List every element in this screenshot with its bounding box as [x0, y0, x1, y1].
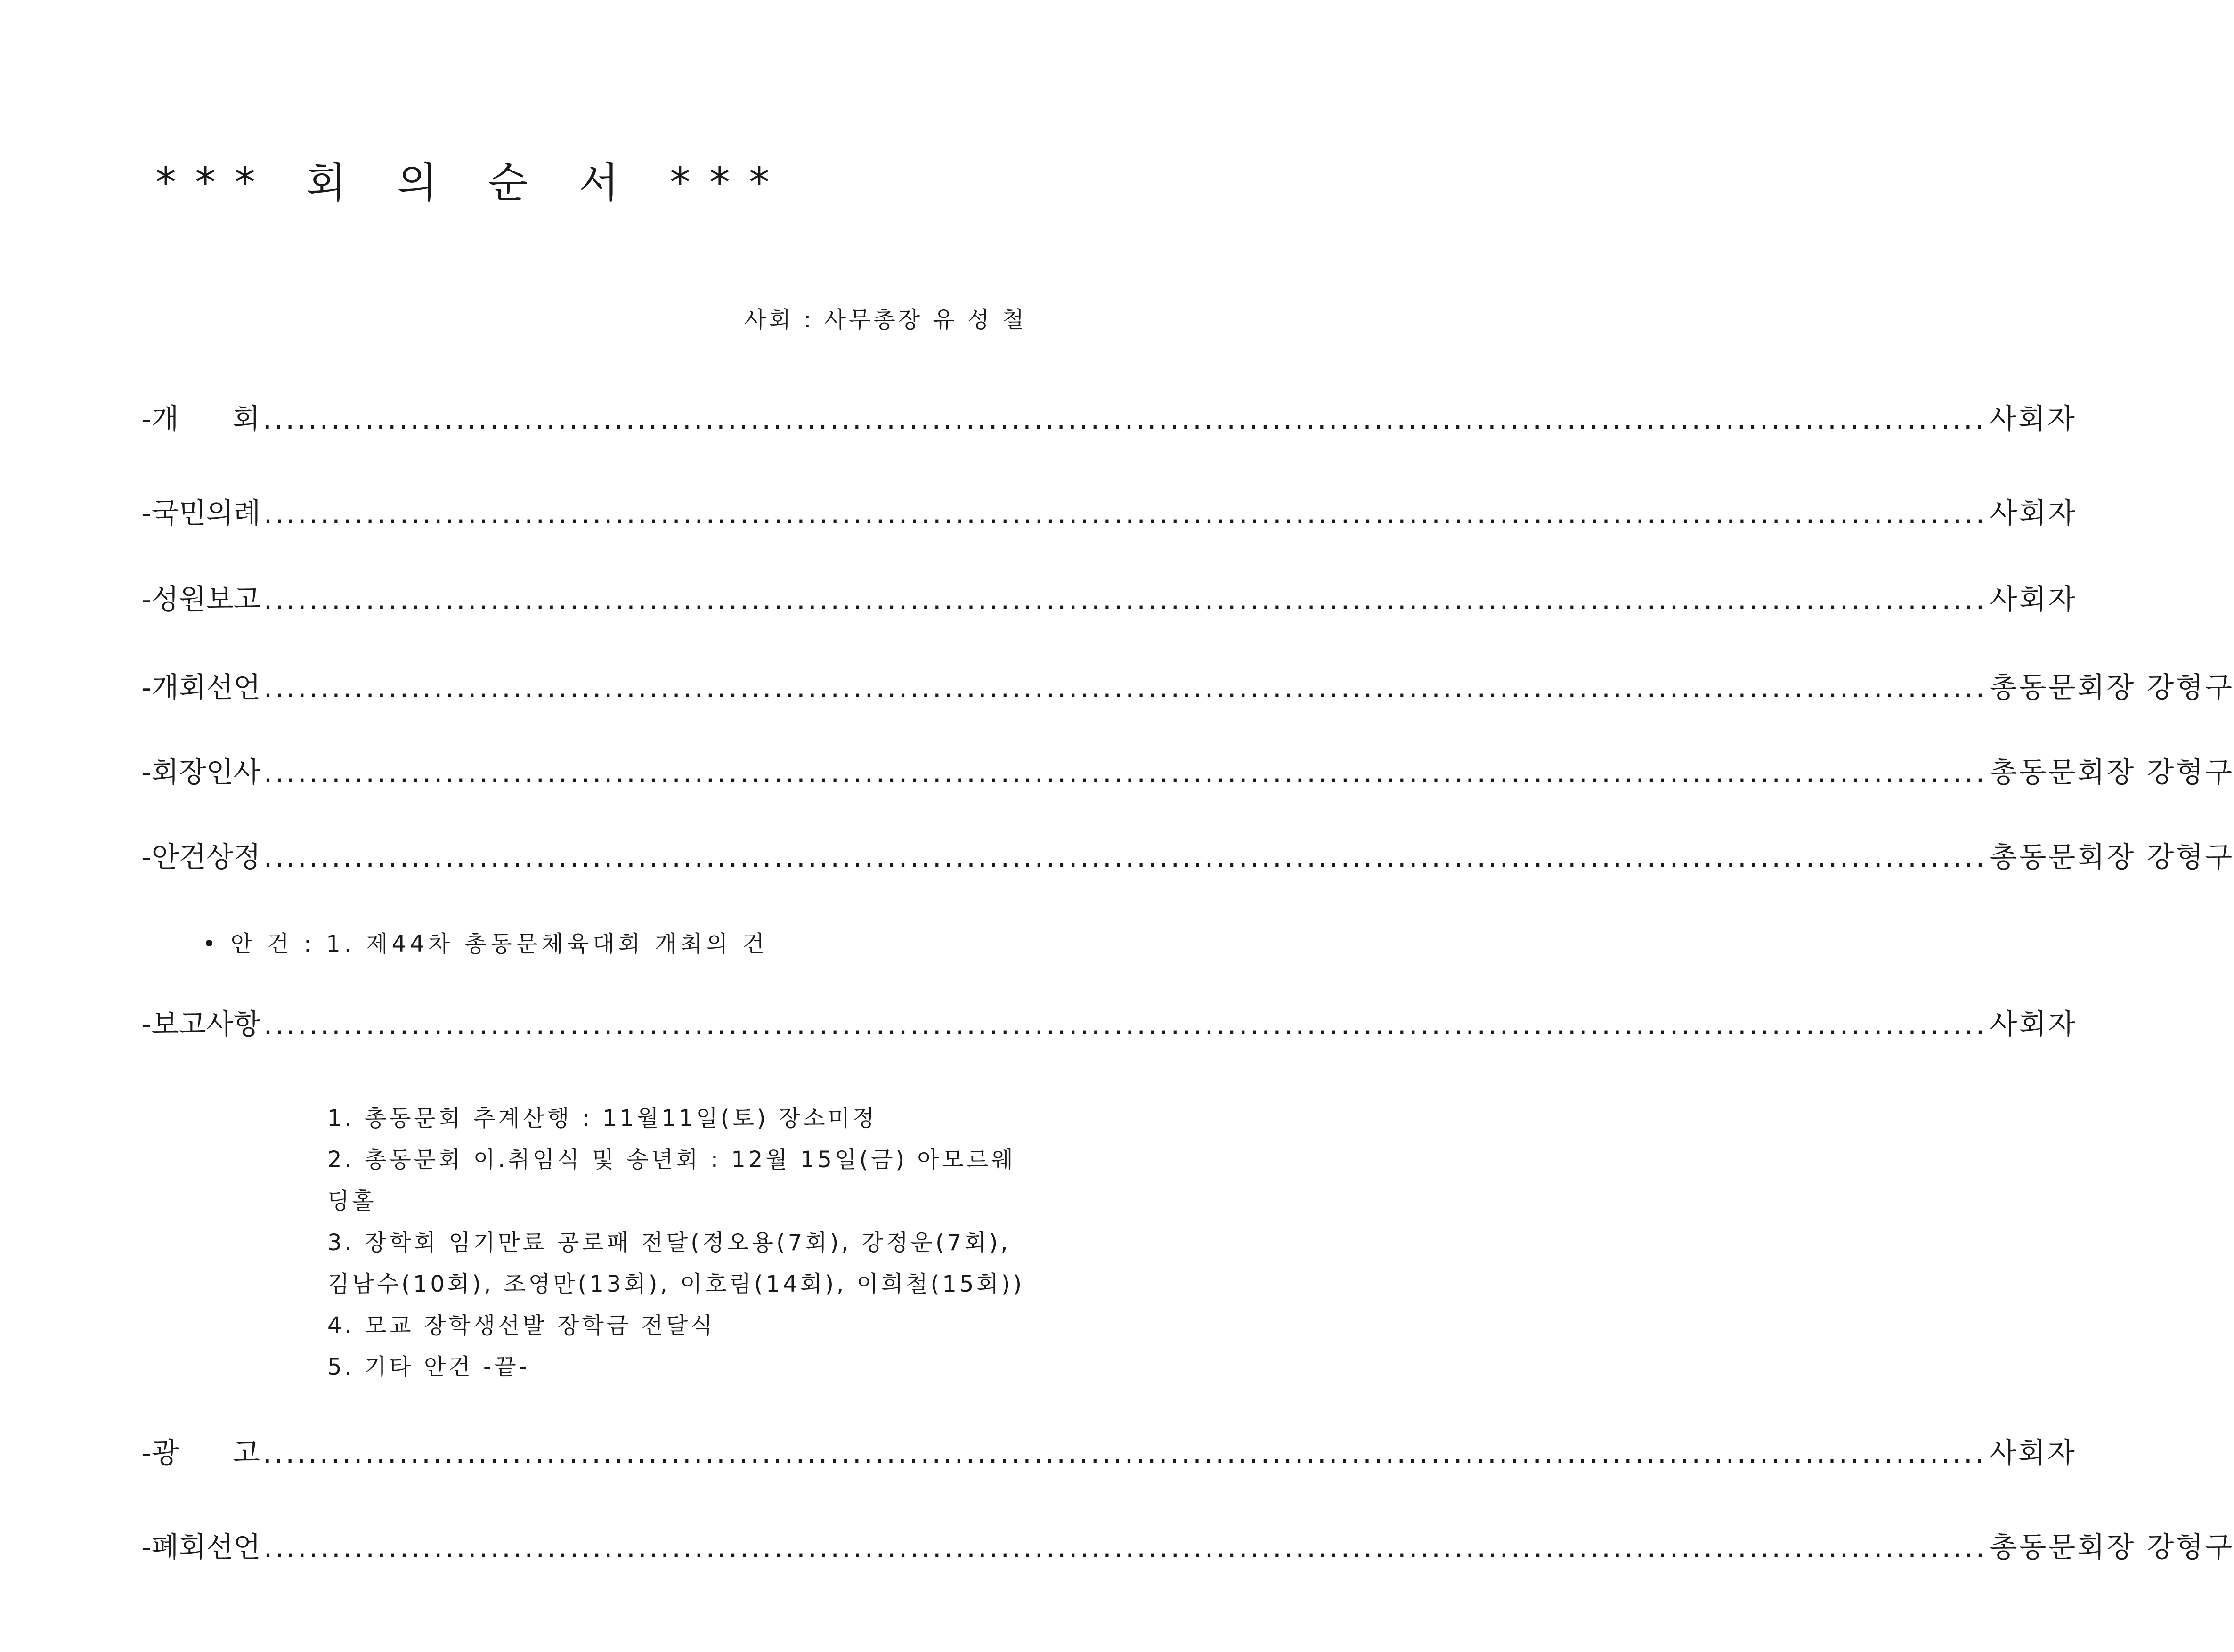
report-line: 4. 모교 장학생선발 장학금 전달식	[327, 1312, 715, 1339]
report-line: 1. 총동문회 추계산행 : 11월11일(토) 장소미정	[327, 1105, 877, 1131]
program-item-reports	[141, 1003, 2078, 1046]
report-list	[327, 1098, 1055, 1388]
program-item-president-greeting	[141, 751, 2234, 794]
item-label: -개 회	[141, 403, 260, 436]
item-label: -국민의례	[141, 497, 261, 530]
program-item-agenda-submission	[141, 836, 2234, 879]
item-presenter: 사회자	[1990, 583, 2078, 616]
dot-leader: ........................................................................................................................................................	[263, 497, 1987, 530]
item-label: -성원보고	[141, 583, 261, 616]
item-label: -개회선언	[141, 671, 261, 704]
report-line: 3. 장학회 임기만료 공로패 전달(정오용(7회), 강정운(7회),	[327, 1229, 1011, 1256]
dot-leader: ........................................................................................................................................................	[263, 1008, 1987, 1041]
host-line: 사회 : 사무총장 유 성 철	[744, 307, 1027, 333]
item-presenter: 총동문회장 강형구	[1990, 671, 2234, 704]
item-label: -회장인사	[141, 756, 261, 789]
page-title: *** 회 의 순 서 ***	[155, 158, 788, 207]
dot-leader: ........................................................................................................................................................	[263, 1437, 1986, 1470]
item-label: -보고사항	[141, 1008, 261, 1041]
item-label: -광 고	[141, 1437, 260, 1470]
program-item-announcements	[141, 1432, 2077, 1474]
item-presenter: 사회자	[1989, 1437, 2077, 1470]
item-presenter: 사회자	[1989, 403, 2077, 436]
agenda-line: • 안 건 : 1. 제44차 총동문체육대회 개최의 건	[203, 931, 768, 957]
dot-leader: ........................................................................................................................................................	[263, 756, 1987, 789]
program-item-opening	[141, 398, 2077, 440]
dot-leader: ........................................................................................................................................................	[263, 403, 1986, 436]
report-line: 5. 기타 안건 -끝-	[327, 1354, 530, 1380]
program-item-quorum-report	[141, 578, 2078, 621]
item-presenter: 사회자	[1990, 497, 2078, 530]
dot-leader: ........................................................................................................................................................	[263, 841, 1987, 874]
program-item-national-ceremony	[141, 492, 2078, 535]
dot-leader: ........................................................................................................................................................	[263, 1531, 1987, 1564]
item-presenter: 총동문회장 강형구	[1990, 841, 2234, 874]
program-item-closing-declaration	[141, 1526, 2234, 1569]
report-line: 딩홀	[327, 1188, 377, 1214]
item-presenter: 총동문회장 강형구	[1990, 756, 2234, 789]
item-presenter: 총동문회장 강형구	[1990, 1531, 2234, 1564]
dot-leader: ........................................................................................................................................................	[263, 583, 1987, 616]
item-label: -폐회선언	[141, 1531, 261, 1564]
report-line: 2. 총동문회 이.취임식 및 송년회 : 12월 15일(금) 아모르웨	[327, 1147, 1016, 1173]
program-item-opening-declaration	[141, 667, 2234, 709]
report-line: 김남수(10회), 조영만(13회), 이호림(14회), 이희철(15회))	[327, 1271, 1025, 1297]
item-presenter: 사회자	[1990, 1008, 2078, 1041]
item-label: -안건상정	[141, 841, 261, 874]
dot-leader: ........................................................................................................................................................	[263, 671, 1987, 704]
